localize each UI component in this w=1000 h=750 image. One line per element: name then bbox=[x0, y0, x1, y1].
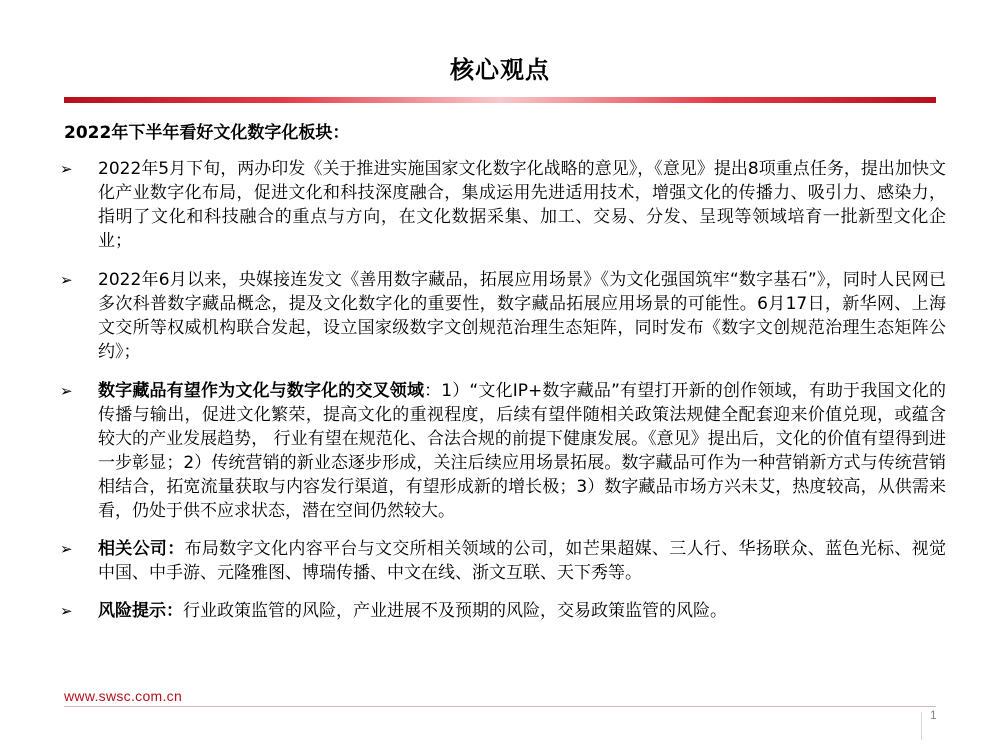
bullet-item bbox=[60, 157, 946, 253]
bullet-text bbox=[98, 379, 946, 523]
bullet-list bbox=[60, 157, 946, 623]
bullet-text bbox=[98, 537, 946, 585]
footer-divider bbox=[64, 706, 936, 707]
bullet-body: 2022年6月以来，央媒接连发文《善用数字藏品，拓展应用场景》《为文化强国筑牢“数字基石”》，同时人民网已多次科普数字藏品概念，提及文化数字化的重要性，数字藏品拓展应用场景的可能性。6月17日，新华网、上海文交所等权威机构联合发起，设立国家级数字文创规范治理生态矩阵，同时发布《数字文创规范治理生态矩阵公约》； bbox=[98, 270, 946, 362]
bullet-body: 行业政策监管的风险，产业进展不及预期的风险，交易政策监管的风险。 bbox=[183, 601, 727, 621]
bullet-text bbox=[98, 268, 946, 364]
bullet-item bbox=[60, 537, 946, 585]
bullet-lead: 相关公司： bbox=[98, 539, 185, 559]
bullet-body: 2022年5月下旬，两办印发《关于推进实施国家文化数字化战略的意见》，《意见》提出8项重点任务，提出加快文化产业数字化布局，促进文化和科技深度融合，集成运用先进适用技术，增强文化的传播力、吸引力、感染力，指明了文化和科技融合的重点与方向，在文化数据采集、加工、交易、分发、呈现等领域培育一批新型文化企业； bbox=[98, 159, 946, 251]
page-title: 核心观点 bbox=[450, 56, 550, 84]
header-divider bbox=[64, 97, 936, 103]
arrow-bullet-icon: ➢ bbox=[60, 382, 73, 400]
arrow-bullet-icon: ➢ bbox=[60, 602, 73, 620]
bullet-body: ：1）“文化IP+数字藏品”有望打开新的创作领域，有助于我国文化的传播与输出，促进文化繁荣，提高文化的重视程度，后续有望伴随相关政策法规健全配套迎来价值兑现，或蕴含较大的产业发展趋势， 行业有望在规范化、合法合规的前提下健康发展。《意见》提出后，文化的价值有望得到进一步彰显；2）传统营销的新业态逐步形成，关注后续应用场景拓展。数字藏品可作为一种营销新方式与传统营销相结合，拓宽流量获取与内容发行渠道，有望形成新的增长极；3）数字藏品市场方兴未艾，热度较高，从供需来看，仍处于供不应求状态，潜在空间仍然较大。 bbox=[98, 381, 946, 521]
bullet-item bbox=[60, 599, 946, 623]
arrow-bullet-icon: ➢ bbox=[60, 540, 73, 558]
bullet-lead: 数字藏品有望作为文化与数字化的交叉领域 bbox=[98, 381, 425, 401]
arrow-bullet-icon: ➢ bbox=[60, 160, 73, 178]
bullet-lead: 风险提示： bbox=[98, 601, 183, 621]
page-number-divider bbox=[921, 712, 922, 740]
bullet-item bbox=[60, 268, 946, 364]
bullet-text bbox=[98, 599, 946, 623]
page-number: 1 bbox=[930, 708, 937, 722]
section-heading: 2022年下半年看好文化数字化板块： bbox=[64, 123, 350, 143]
bullet-body: 布局数字文化内容平台与文交所相关领域的公司，如芒果超媒、三人行、华扬联众、蓝色光标、视觉中国、中手游、元隆雅图、博瑞传播、中文在线、浙文互联、天下秀等。 bbox=[98, 539, 946, 583]
arrow-bullet-icon: ➢ bbox=[60, 271, 73, 289]
bullet-text bbox=[98, 157, 946, 253]
bullet-item bbox=[60, 379, 946, 523]
footer-website-link[interactable]: www.swsc.com.cn bbox=[64, 688, 183, 704]
